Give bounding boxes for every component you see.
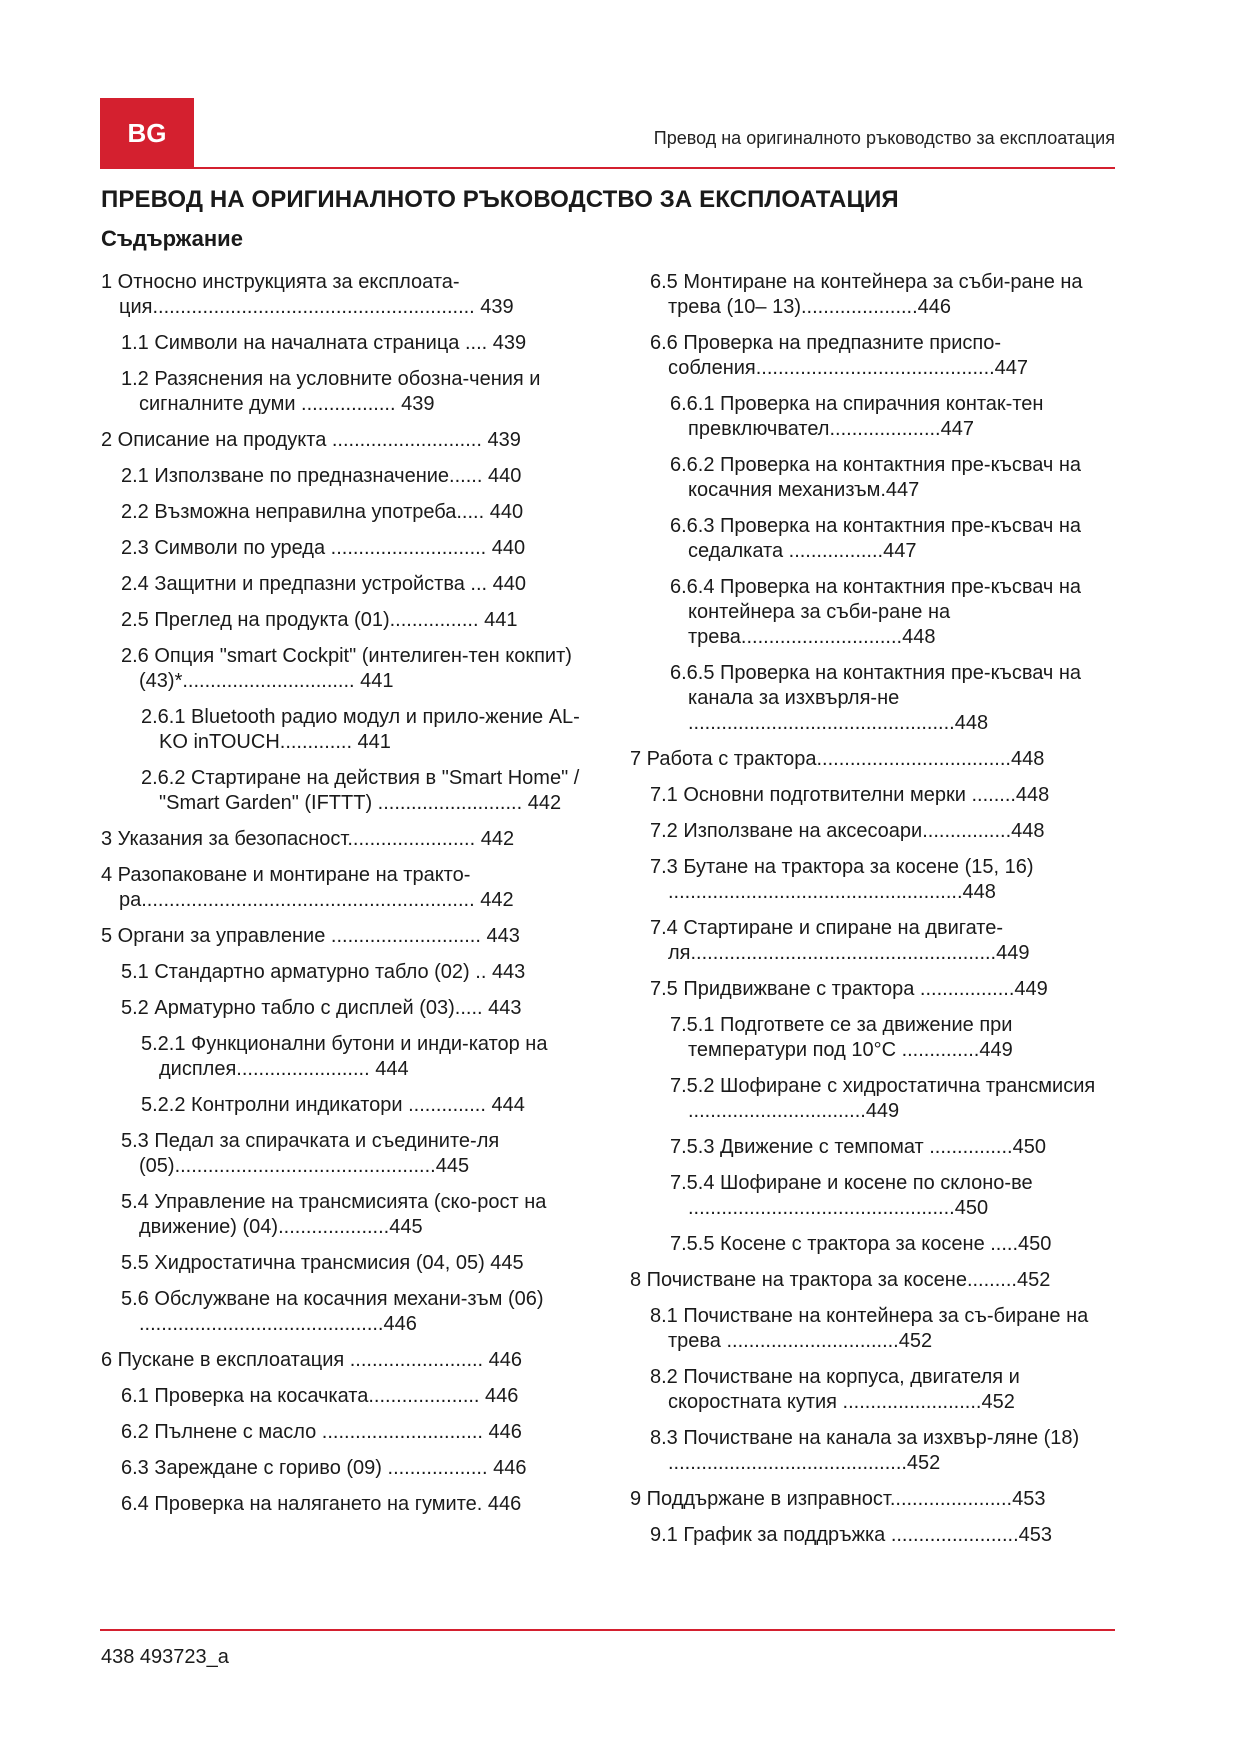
toc-entry[interactable]: 5.5 Хидростатична трансмисия (04, 05) 445 [121, 1252, 524, 1274]
document-title: ПРЕВОД НА ОРИГИНАЛНОТО РЪКОВОДСТВО ЗА ЕКСПЛОАТАЦИЯ [101, 186, 899, 213]
toc-entry[interactable]: 2.4 Защитни и предпазни устройства ... 440 [121, 573, 527, 595]
toc-entry[interactable]: 6.5 Монтиране на контейнера за съби-ране на трева (10– 13).....................446 [650, 271, 1083, 318]
toc-entry[interactable]: 5.1 Стандартно арматурно табло (02) .. 443 [121, 961, 526, 983]
toc-entry[interactable]: 5.4 Управление на трансмисията (ско-рост на движение) (04)....................445 [121, 1191, 547, 1238]
toc-entry[interactable]: 2 Описание на продукта ........................... 439 [101, 429, 521, 451]
toc-entry[interactable]: 9 Поддържане в изправност......................453 [630, 1488, 1046, 1510]
toc-entry[interactable]: 7.3 Бутане на трактора за косене (15, 16) .....................................................448 [650, 856, 1034, 903]
toc-entry[interactable]: 3 Указания за безопасност....................... 442 [101, 828, 515, 850]
toc-entry[interactable]: 8.3 Почистване на канала за изхвър-ляне (18) ...........................................452 [650, 1427, 1080, 1474]
toc-entry[interactable]: 1.2 Разяснения на условните обозна-чения и сигналните думи ................. 439 [121, 368, 541, 415]
toc-entry[interactable]: 9.1 График за поддръжка .......................453 [650, 1524, 1052, 1546]
toc-entry[interactable]: 1.1 Символи на началната страница .... 439 [121, 332, 527, 354]
toc-entry[interactable]: 7 Работа с трактора...................................448 [630, 748, 1045, 770]
toc-entry[interactable]: 2.1 Използване по предназначение...... 440 [121, 465, 522, 487]
toc-entry[interactable]: 6.4 Проверка на налягането на гумите. 446 [121, 1493, 522, 1515]
toc-entry[interactable]: 7.1 Основни подготвителни мерки ........448 [650, 784, 1050, 806]
toc-entry[interactable]: 8.1 Почистване на контейнера за съ-биране на трева ...............................452 [650, 1305, 1089, 1352]
running-header-title: Превод на оригиналното ръководство за експлоатация [653, 128, 1115, 148]
toc-entry[interactable]: 5 Органи за управление ........................... 443 [101, 925, 520, 947]
toc-entry[interactable]: 6.6.4 Проверка на контактния пре-късвач на контейнера за съби-ране на трева.............................448 [670, 576, 1082, 648]
toc-entry[interactable]: 6 Пускане в експлоатация ........................ 446 [101, 1349, 523, 1371]
toc-entry[interactable]: 6.6.1 Проверка на спирачния контак-тен превключвател....................447 [670, 393, 1044, 440]
toc-entry[interactable]: 2.5 Преглед на продукта (01)................ 441 [121, 609, 518, 631]
toc-entry[interactable]: 2.6.2 Стартиране на действия в "Smart Home" / "Smart Garden" (IFTTT) .......................... 442 [141, 767, 580, 814]
toc-entry[interactable]: 5.2.1 Функционални бутони и инди-катор на дисплея........................ 444 [141, 1033, 548, 1080]
toc-column-left [101, 270, 596, 1528]
toc-entry[interactable]: 7.5.5 Косене с трактора за косене .....450 [670, 1233, 1052, 1255]
toc-heading: Съдържание [101, 226, 243, 251]
toc-entry[interactable]: 2.2 Възможна неправилна употреба..... 440 [121, 501, 524, 523]
toc-entry[interactable]: 1 Относно инструкцията за експлоата-ция.......................................................... 439 [101, 271, 514, 318]
toc-column-right [630, 270, 1120, 1559]
toc-entry[interactable]: 6.6 Проверка на предпазните приспо-собления...........................................447 [650, 332, 1029, 379]
toc-entry[interactable]: 7.5.3 Движение с темпомат ...............450 [670, 1136, 1046, 1158]
toc-entry[interactable]: 4 Разопаковане и монтиране на тракто-ра............................................................ 442 [101, 864, 514, 911]
toc-entry[interactable]: 6.3 Зареждане с гориво (09) .................. 446 [121, 1457, 527, 1479]
toc-entry[interactable]: 8 Почистване на трактора за косене.........452 [630, 1269, 1051, 1291]
toc-entry[interactable]: 7.5.4 Шофиране и косене по склоно-ве ................................................450 [670, 1172, 1033, 1219]
toc-entry[interactable]: 6.6.3 Проверка на контактния пре-късвач на седалката .................447 [670, 515, 1082, 562]
language-badge: BG [100, 98, 194, 168]
footer-divider [100, 1629, 1115, 1631]
toc-entry[interactable]: 5.2 Арматурно табло с дисплей (03)..... 443 [121, 997, 522, 1019]
toc-entry[interactable]: 6.6.2 Проверка на контактния пре-късвач на косачния механизъм.447 [670, 454, 1082, 501]
toc-entry[interactable]: 5.6 Обслужване на косачния механи-зъм (06) ............................................446 [121, 1288, 544, 1335]
toc-entry[interactable]: 7.5.1 Подгответе се за движение при температури под 10°C ..............449 [670, 1014, 1013, 1061]
toc-entry[interactable]: 2.6 Опция "smart Cockpit" (интелиген-тен кокпит) (43)*............................... 441 [121, 645, 572, 692]
toc-entry[interactable]: 2.3 Символи по уреда ............................ 440 [121, 537, 526, 559]
toc-entry[interactable]: 5.2.2 Контролни индикатори .............. 444 [141, 1094, 525, 1116]
toc-entry[interactable]: 5.3 Педал за спирачката и съедините-ля (05)...............................................445 [121, 1130, 500, 1177]
toc-entry[interactable]: 6.2 Пълнене с масло ............................. 446 [121, 1421, 522, 1443]
toc-entry[interactable]: 7.5.2 Шофиране с хидростатична трансмисия ................................449 [670, 1075, 1096, 1122]
toc-entry[interactable]: 6.6.5 Проверка на контактния пре-късвач на канала за изхвърля-не ................................................448 [670, 662, 1082, 734]
header-divider [100, 167, 1115, 169]
toc-entry[interactable]: 6.1 Проверка на косачката.................... 446 [121, 1385, 519, 1407]
toc-entry[interactable]: 7.2 Използване на аксесоари................448 [650, 820, 1045, 842]
toc-entry[interactable]: 7.5 Придвижване с трактора .................449 [650, 978, 1048, 1000]
toc-entry[interactable]: 2.6.1 Bluetooth радио модул и прило-жение AL-KO inTOUCH............. 441 [141, 706, 580, 753]
toc-entry[interactable]: 7.4 Стартиране и спиране на двигате-ля.......................................................449 [650, 917, 1030, 964]
footer-document-number: 438 493723_a [101, 1646, 229, 1668]
toc-entry[interactable]: 8.2 Почистване на корпуса, двигателя и скоростната кутия .........................452 [650, 1366, 1020, 1413]
